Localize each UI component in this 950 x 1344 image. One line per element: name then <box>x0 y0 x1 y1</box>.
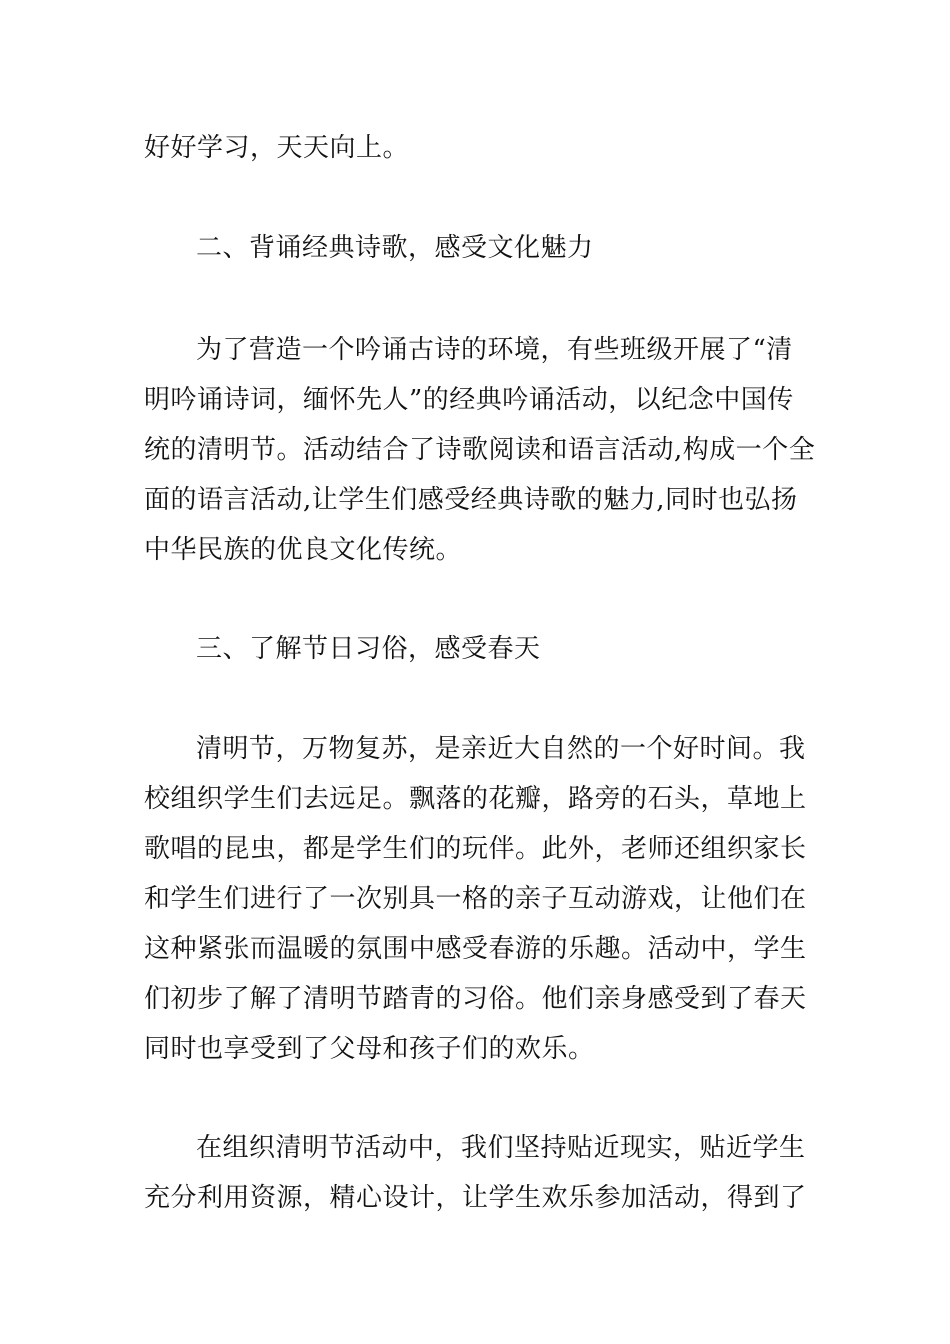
paragraph-line: 明吟诵诗词，缅怀先人”的经典吟诵活动，以纪念中国传 <box>144 385 794 415</box>
paragraph-line: 和学生们进行了一次别具一格的亲子互动游戏，让他们在 <box>144 884 807 914</box>
paragraph-line: 充分利用资源，精心设计，让学生欢乐参加活动，得到了 <box>144 1183 807 1213</box>
paragraph-line: 为了营造一个吟诵古诗的环境，有些班级开展了“清 <box>196 335 793 365</box>
paragraph-line: 在组织清明节活动中，我们坚持贴近现实，贴近学生 <box>196 1133 806 1163</box>
paragraph-line: 清明节，万物复苏，是亲近大自然的一个好时间。我 <box>196 734 806 764</box>
paragraph-line: 这种紧张而温暖的氛围中感受春游的乐趣。活动中，学生 <box>144 934 807 964</box>
section-heading: 二、背诵经典诗歌，感受文化魅力 <box>196 233 594 263</box>
paragraph-line: 同时也享受到了父母和孩子们的欢乐。 <box>144 1034 595 1064</box>
paragraph-line: 歌唱的昆虫，都是学生们的玩伴。此外，老师还组织家长 <box>144 834 807 864</box>
paragraph-line: 统的清明节。活动结合了诗歌阅读和语言活动,构成一个全 <box>144 435 816 465</box>
paragraph-line: 们初步了解了清明节踏青的习俗。他们亲身感受到了春天 <box>144 984 807 1014</box>
section-heading: 三、了解节日习俗，感受春天 <box>196 634 541 664</box>
paragraph-line: 中华民族的优良文化传统。 <box>144 535 463 565</box>
paragraph-line: 校组织学生们去远足。飘落的花瓣，路旁的石头，草地上 <box>144 784 807 814</box>
paragraph-line: 面的语言活动,让学生们感受经典诗歌的魅力,同时也弘扬 <box>144 485 798 515</box>
paragraph-line: 好好学习，天天向上。 <box>144 133 410 163</box>
